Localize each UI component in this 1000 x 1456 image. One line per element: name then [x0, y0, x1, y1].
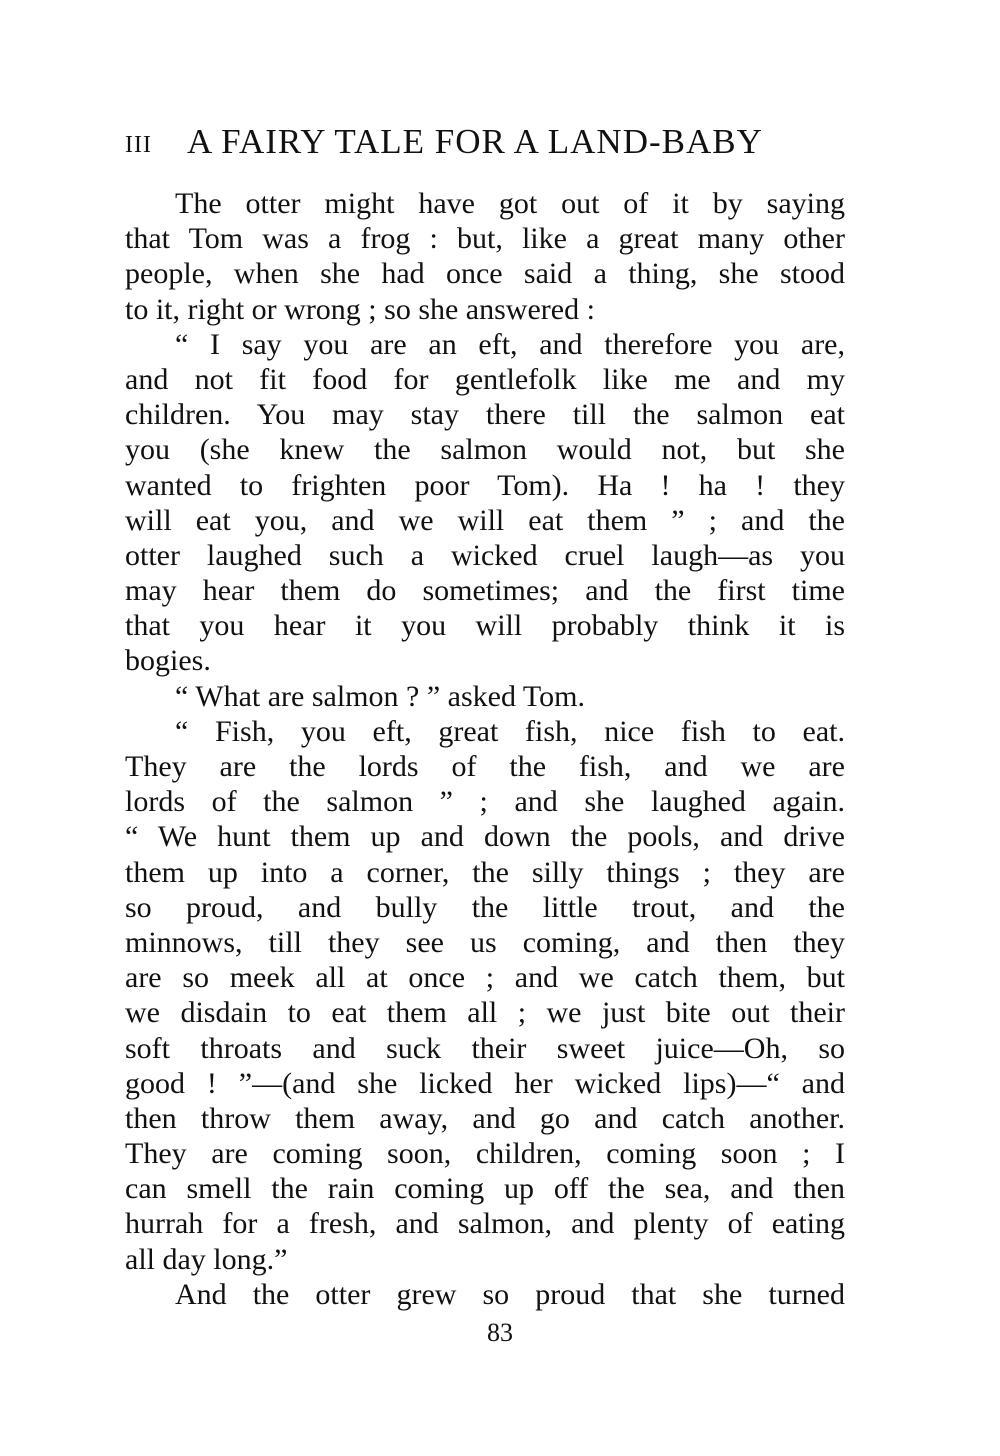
text-line: them up into a corner, the silly things ; they are: [125, 855, 845, 889]
text-line: “ I say you are an eft, and therefore you are,: [175, 327, 845, 361]
text-line: bogies.: [125, 644, 211, 678]
text-line: may hear them do sometimes; and the first time: [125, 574, 845, 608]
text-line: people, when she had once said a thing, she stood: [125, 257, 845, 291]
text-line: hurrah for a fresh, and salmon, and plenty of eating: [125, 1207, 845, 1241]
text-line: soft throats and suck their sweet juice—Oh, so: [125, 1031, 845, 1065]
text-line: are so meek all at once ; and we catch them, but: [125, 961, 845, 995]
text-line: to it, right or wrong ; so she answered :: [125, 292, 595, 326]
text-line: then throw them away, and go and catch another.: [125, 1101, 845, 1135]
text-line: wanted to frighten poor Tom). Ha ! ha ! they: [125, 468, 845, 502]
text-line: “ What are salmon ? ” asked Tom.: [175, 679, 585, 713]
text-line: you (she knew the salmon would not, but she: [125, 433, 845, 467]
text-line: good ! ”—(and she licked her wicked lips)—“ and: [125, 1066, 845, 1100]
text-line: will eat you, and we will eat them ” ; and the: [125, 503, 845, 537]
page-number: 83: [487, 1318, 513, 1347]
text-line: we disdain to eat them all ; we just bite out their: [125, 996, 845, 1030]
text-line: all day long.”: [125, 1242, 288, 1276]
text-line: And the otter grew so proud that she turned: [175, 1277, 845, 1311]
body-text: [125, 186, 845, 1312]
text-line: “ We hunt them up and down the pools, and drive: [125, 820, 845, 854]
text-line: so proud, and bully the little trout, and the: [125, 890, 845, 924]
text-line: “ Fish, you eft, great fish, nice fish to eat.: [175, 714, 845, 748]
text-line: children. You may stay there till the salmon eat: [125, 398, 845, 432]
text-line: that you hear it you will probably think it is: [125, 609, 845, 643]
chapter-number: III: [125, 132, 152, 158]
chapter-title: A FAIRY TALE FOR A LAND-BABY: [187, 122, 763, 161]
text-line: The otter might have got out of it by saying: [175, 187, 845, 220]
text-line: and not fit food for gentlefolk like me and my: [125, 362, 845, 396]
text-line: They are the lords of the fish, and we are: [125, 750, 845, 783]
running-head: [125, 122, 845, 166]
text-line: can smell the rain coming up off the sea, and then: [125, 1172, 845, 1206]
text-line: They are coming soon, children, coming soon ; I: [125, 1137, 845, 1171]
text-line: otter laughed such a wicked cruel laugh—as you: [125, 538, 845, 572]
text-line: minnows, till they see us coming, and then they: [125, 925, 845, 959]
text-line: that Tom was a frog : but, like a great many other: [125, 222, 845, 256]
text-line: lords of the salmon ” ; and she laughed again.: [125, 785, 845, 819]
